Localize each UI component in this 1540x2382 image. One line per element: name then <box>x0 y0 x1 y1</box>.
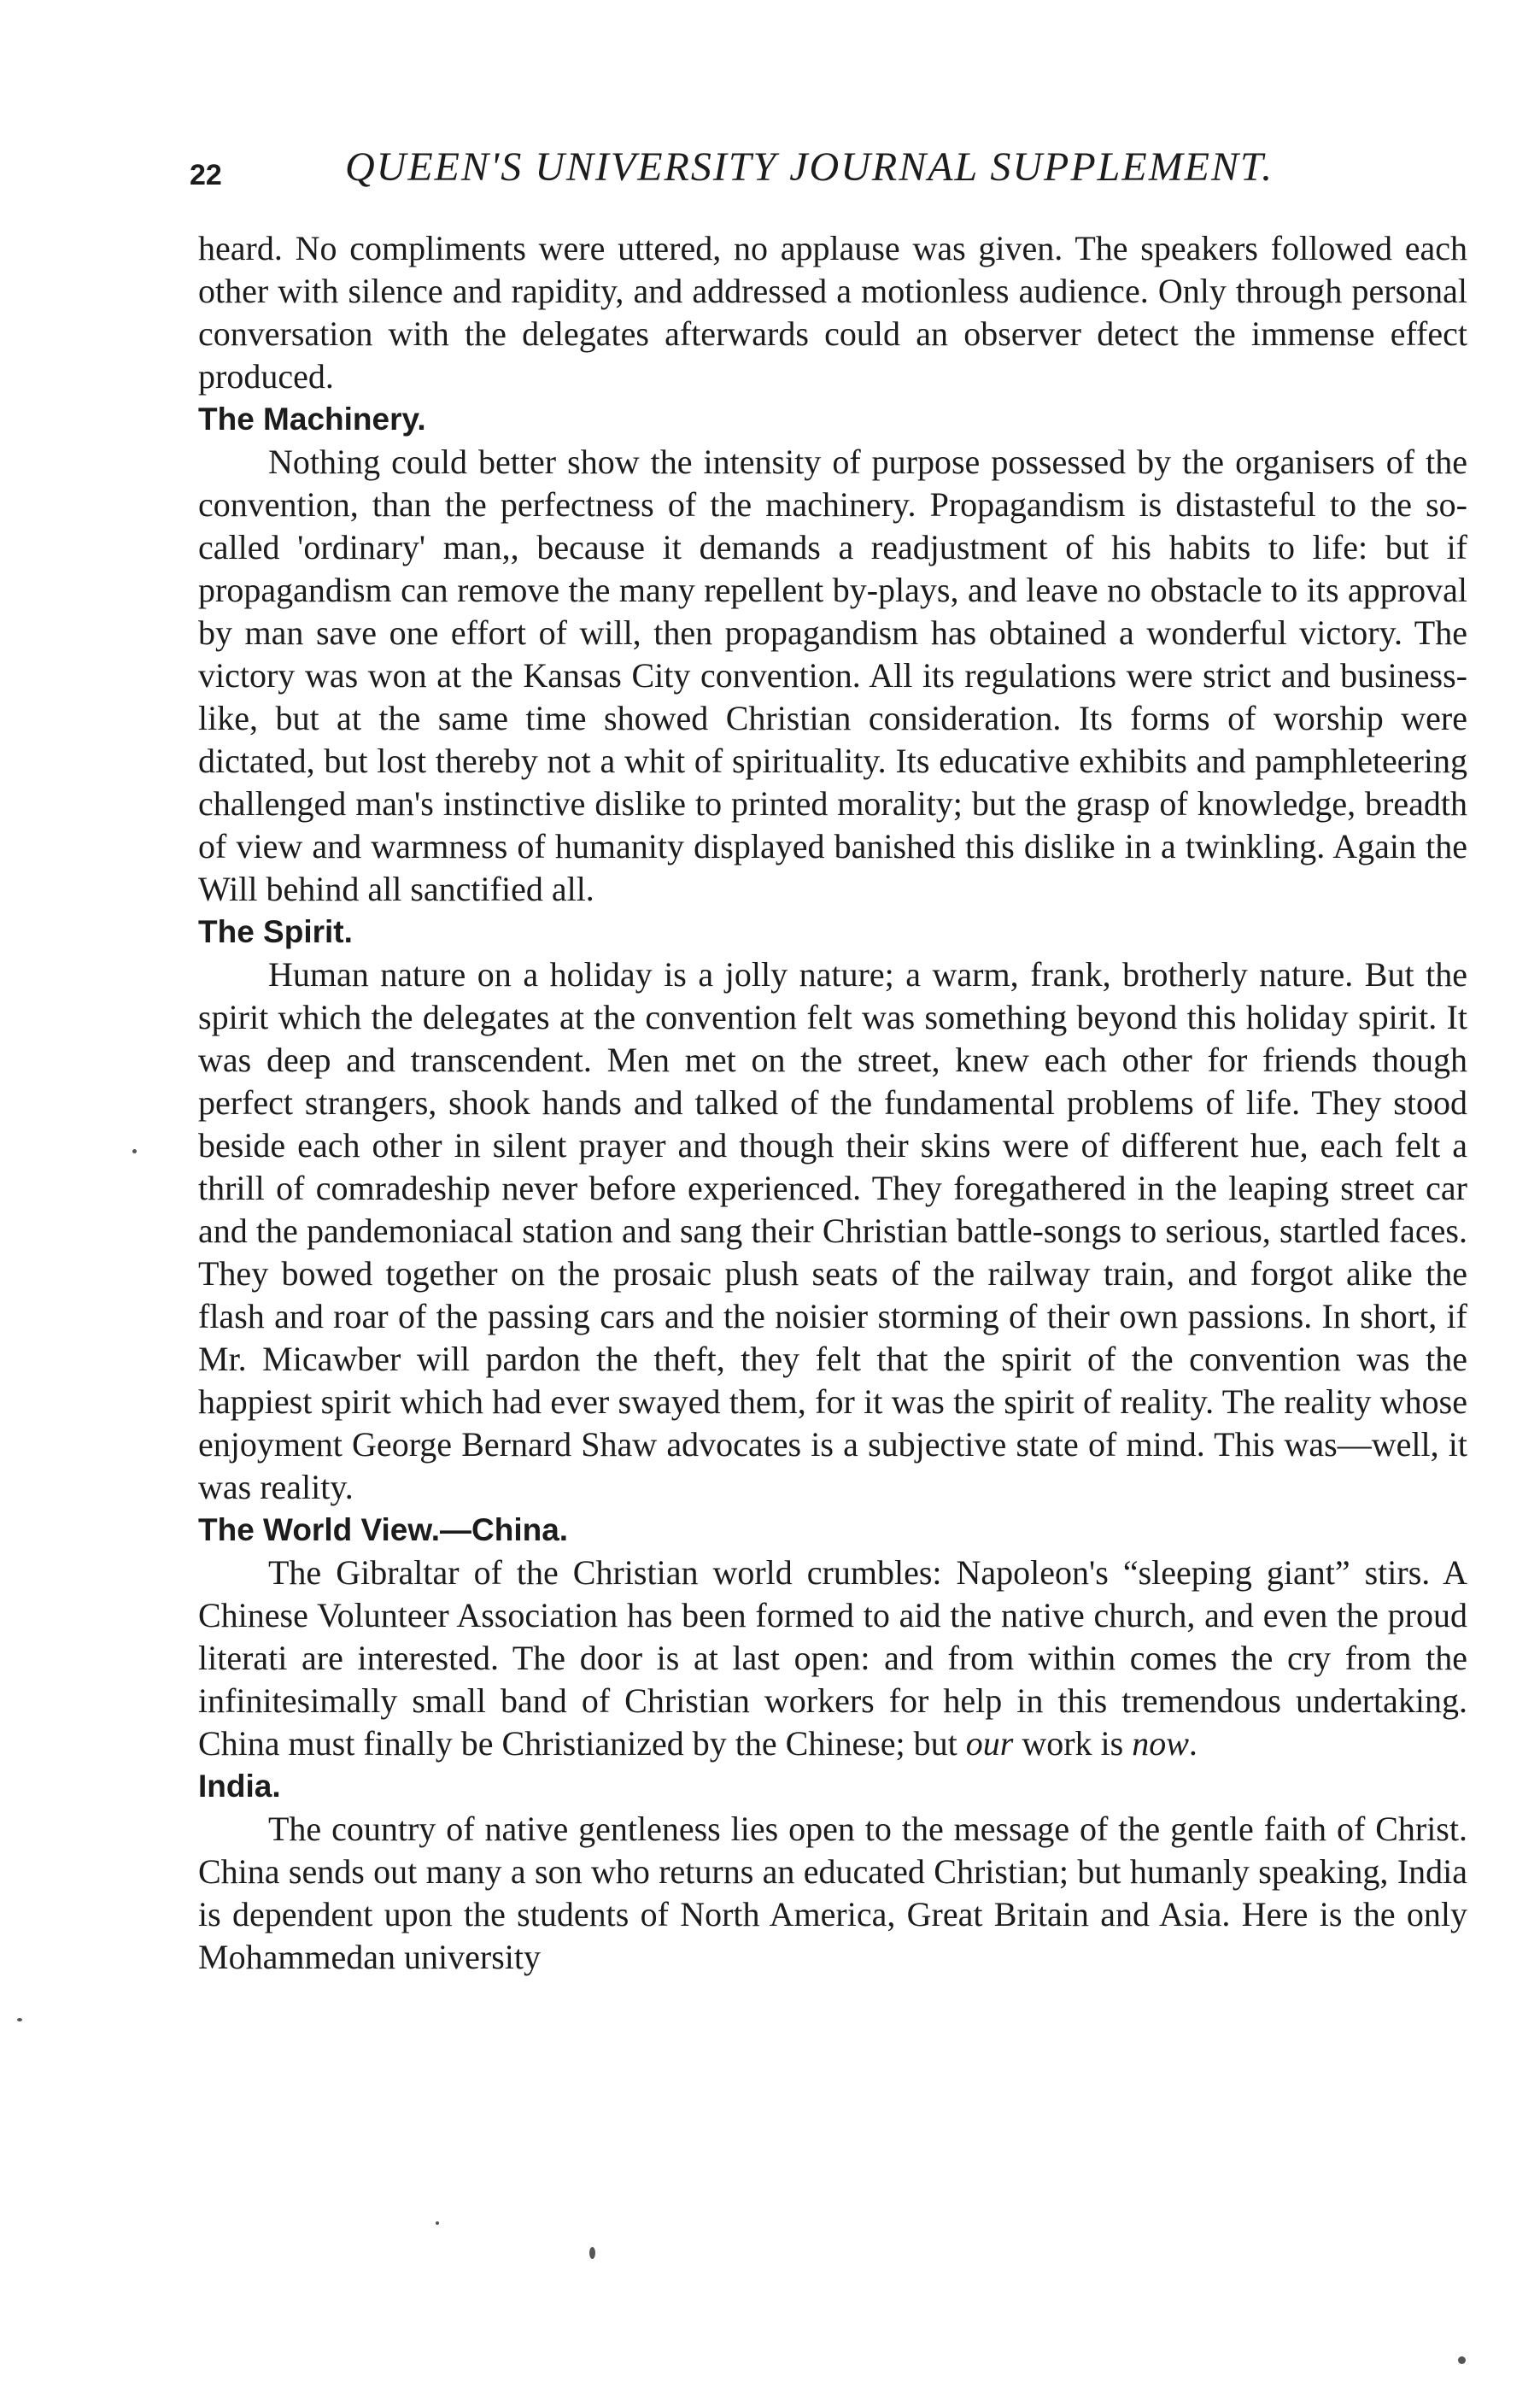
scan-speck <box>1458 2356 1466 2364</box>
china-text-end: . <box>1188 1724 1197 1763</box>
scan-speck <box>589 2247 595 2259</box>
running-title: QUEEN'S UNIVERSITY JOURNAL SUPPLEMENT. <box>345 144 1274 190</box>
machinery-paragraph: Nothing could better show the intensity of purpose possessed by the organisers of the convention, than the perfectness of the machinery. Propagandism is distasteful to the so-called 'ordinary' man,, because it demands a readjustment of his habits to life: but if propagandism can remove the many repellent by-plays, and leave no obstacle to its approval by man save one effort of will, then propagandism has obtained a wonderful victory. The victory was won at the Kansas City convention. All its regulations were strict and business-like, but at the same time showed Christian consideration. Its forms of worship were dictated, but lost thereby not a whit of spirituality. Its educative exhibits and pamphleteering challenged man's instinctive dislike to printed morality; but the grasp of knowledge, breadth of view and warmness of humanity displayed banished this dislike in a twinkling. Again the Will behind all sanctified all. <box>198 443 1467 908</box>
article-body <box>198 227 1467 1979</box>
section-heading-machinery: The Machinery. <box>198 402 426 437</box>
china-emphasis-our: our <box>965 1724 1014 1763</box>
page-header <box>190 144 1351 203</box>
spirit-paragraph: Human nature on a holiday is a jolly nature; a warm, frank, brotherly nature. But the spirit which the delegates at the convention felt was something beyond this holiday spirit. It was deep and transcendent. Men met on the street, knew each other for friends though perfect strangers, shook hands and talked of the fundamental problems of life. They stood beside each other in silent prayer and though their skins were of different hue, each felt a thrill of comradeship never before experienced. They foregathered in the leaping street car and the pandemoniacal station and sang their Christian battle-songs to serious, startled faces. They bowed together on the prosaic plush seats of the railway train, and forgot alike the flash and roar of the passing cars and the noisier storming of their own passions. In short, if Mr. Micawber will pardon the theft, they felt that the spirit of the convention was the happiest spirit which had ever swayed them, for it was the spirit of reality. The reality whose enjoyment George Bernard Shaw advocates is a subjective state of mind. This was—well, it was reality. <box>198 955 1467 1506</box>
china-paragraph <box>198 1552 1467 1765</box>
intro-paragraph: heard. No compliments were uttered, no applause was given. The speakers followed each other with silence and rapidity, and addressed a motionless audience. Only through personal conversation with the delegates afterwards could an observer detect the immense effect produced. <box>198 229 1467 396</box>
section-heading-china: The World View.—China. <box>198 1512 569 1547</box>
china-emphasis-now: now <box>1132 1724 1189 1763</box>
china-text-main: The Gibraltar of the Christian world crumbles: Napoleon's “sleeping giant” stirs. A Chinese Volunteer Association has been formed to aid the native church, and even the proud literati are interested. The door is at last open: and from within comes the cry from the infinitesimally small band of Christian workers for help in this tremendous undertaking. China must finally be Christianized by the Chinese; but <box>198 1553 1467 1763</box>
section-heading-spirit: The Spirit. <box>198 914 353 949</box>
page-number: 22 <box>190 159 222 191</box>
scan-speck <box>436 2221 439 2225</box>
scan-speck <box>132 1149 137 1153</box>
india-paragraph: The country of native gentleness lies open to the message of the gentle faith of Christ. China sends out many a son who returns an educated Christian; but humanly speaking, India is dependent upon the students of North America, Great Britain and Asia. Here is the only Mohammedan university <box>198 1810 1467 1976</box>
section-heading-india: India. <box>198 1769 281 1804</box>
china-text-mid: work is <box>1013 1724 1133 1763</box>
scan-speck <box>17 2018 22 2021</box>
